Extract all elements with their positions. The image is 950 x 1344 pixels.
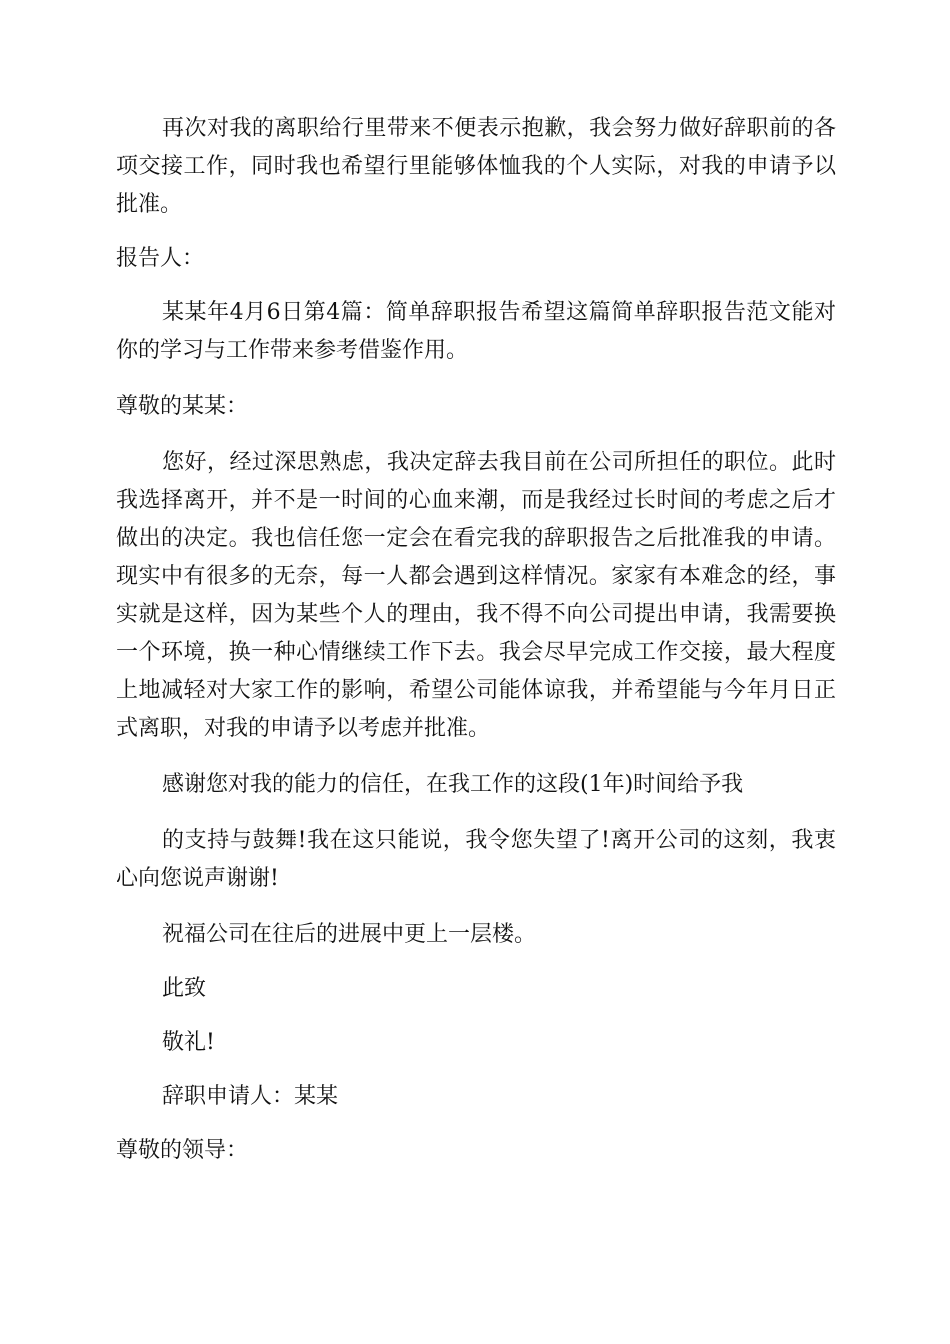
paragraph-salutation-leader: 尊敬的领导： [116, 1138, 249, 1163]
paragraph-date-article: 某某年4月6日第4篇：简单辞职报告希望这篇简单辞职报告范文能对你的学习与工作带来参考借鉴作用。 [116, 300, 836, 363]
paragraph-regards: 敬礼! [162, 1030, 215, 1055]
paragraph-apology: 再次对我的离职给行里带来不便表示抱歉，我会努力做好辞职前的各项交接工作，同时我也希望行里能够体恤我的个人实际，对我的申请予以批准。 [116, 116, 836, 217]
paragraph-closing: 此致 [162, 976, 207, 1001]
paragraph-reporter: 报告人： [116, 246, 205, 271]
paragraph-salutation: 尊敬的某某： [116, 394, 249, 419]
paragraph-support: 的支持与鼓舞!我在这只能说，我令您失望了!离开公司的这刻，我衷心向您说声谢谢! [116, 828, 836, 891]
paragraph-body: 您好，经过深思熟虑，我决定辞去我目前在公司所担任的职位。此时我选择离开，并不是一时间的心血来潮，而是我经过长时间的考虑之后才做出的决定。我也信任您一定会在看完我的辞职报告之后批准我的申请。现实中有很多的无奈，每一人都会遇到这样情况。家家有本难念的经，事实就是这样，因为某些个人的理由，我不得不向公司提出申请，我需要换一个环境，换一种心情继续工作下去。我会尽早完成工作交接，最大程度上地减轻对大家工作的影响，希望公司能体谅我，并希望能与今年月日正式离职，对我的申请予以考虑并批准。 [116, 450, 836, 741]
paragraph-thanks: 感谢您对我的能力的信任，在我工作的这段(1年)时间给予我 [162, 772, 744, 797]
paragraph-signature: 辞职申请人：某某 [162, 1084, 339, 1109]
document-page [116, 110, 836, 1170]
paragraph-blessing: 祝福公司在往后的进展中更上一层楼。 [162, 922, 537, 947]
